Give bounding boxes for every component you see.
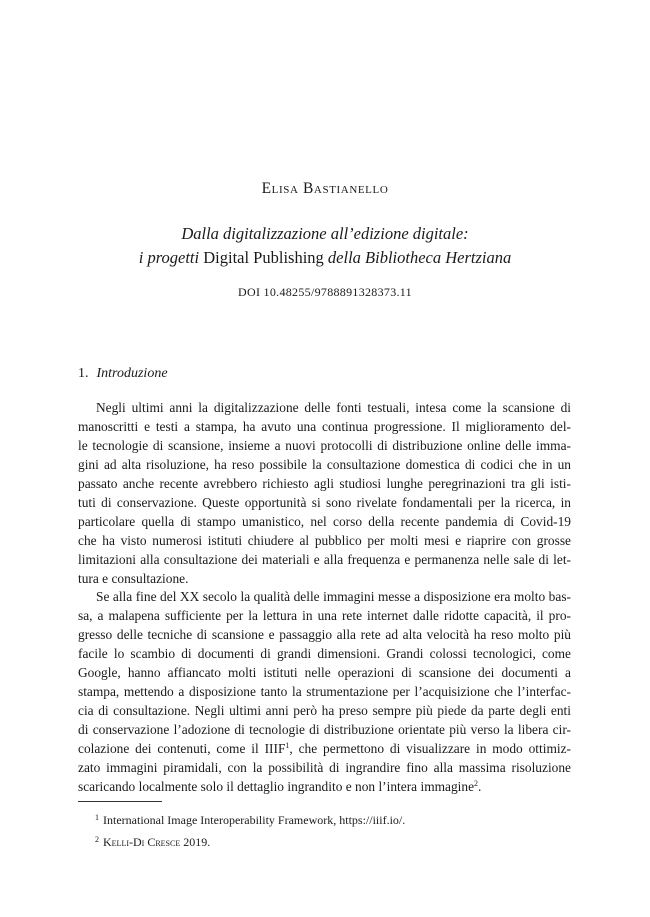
text-line: Se alla fine del XX secolo la qualità delle immagini messe a disposizione era molto bas- [96, 589, 571, 604]
footnote-divider [78, 801, 162, 802]
text-line: particolare quella di stampo umanistico, nel corso della recente pandemia di Covid-19 [78, 514, 571, 529]
article-title [0, 222, 650, 270]
title-line-2 [0, 246, 650, 270]
title-line-2c: della Bibliotheca Hertziana [327, 248, 512, 267]
text-segment: colazione dei contenuti, come il IIIF [78, 741, 286, 756]
text-line: zato immagini piramidali, con la possibilità di ingrandire fino alla massima risoluzione [78, 760, 571, 775]
footnote-2 [95, 830, 405, 852]
footnote-ref-1[interactable]: 1 [285, 741, 290, 750]
text-segment: scaricando localmente solo il dettaglio ingrandito e non l’intera immagine [78, 779, 475, 794]
text-line: limitazioni alla consultazione dei materiali e alla frequenza e permanenza nelle sale di let- [78, 552, 571, 567]
text-line-with-footnote-1 [78, 739, 571, 758]
doi: DOI 10.48255/9788891328373.11 [238, 285, 412, 299]
footnote-ref-2[interactable]: 2 [474, 779, 479, 788]
text-line: gini ad alta risoluzione, ha reso possibile la consultazione domestica di codici che in un [78, 457, 571, 472]
author-name: Elisa Bastianello [261, 180, 389, 197]
footnote-author: Kelli-Di Cresce [103, 835, 181, 849]
text-line: facile lo scambio di documenti di grandi dimensioni. Grandi colossi tecnologici, come [78, 646, 571, 661]
section-heading [78, 366, 168, 382]
footnote-number: 2 [95, 835, 99, 844]
text-line: Google, hanno affiancato molti istituti nelle operazioni di scansione dei documenti a [78, 665, 571, 680]
paragraph-2 [78, 587, 571, 796]
text-line: cia di consultazione. Negli ultimi anni però ha preso sempre più piede da parte degli enti [78, 703, 571, 718]
title-line-1-text: Dalla digitalizzazione all’edizione digitale: [181, 224, 469, 243]
text-line: che ha visto numerosi istituti chiudere al pubblico per molti mesi e riaprire con grosse [78, 533, 571, 548]
text-line: gresso delle tecniche di scansione e passaggio alla rete ad alta velocità ha reso molto più [78, 627, 571, 642]
footnote-number: 1 [95, 813, 99, 822]
text-line: stampa, mettendo a disposizione tanto la strumentazione per l’acquisizione che l’interfac- [78, 684, 571, 699]
footnotes [95, 808, 405, 852]
text-line: tura e consultazione. [78, 571, 189, 586]
section-label: Introduzione [96, 366, 168, 381]
text-line: sa, a malapena sufficiente per la lettura in una rete internet dalle ridotte capacità, il pro- [78, 608, 571, 623]
text-line-with-footnote-2 [78, 777, 571, 796]
text-line: manoscritti e testi a stampa, ha avuto una continua progressione. Il miglioramento del- [78, 419, 571, 434]
title-line-2a: i progetti [138, 248, 200, 267]
title-line-2b: Digital Publishing [203, 248, 324, 267]
text-line: passato anche recente avrebbero richiesto agli studiosi lunghe peregrinazioni tra gli isti- [78, 476, 571, 491]
footnote-text: International Image Interoperability Framework, https://iiif.io/. [103, 813, 406, 827]
footnote-1 [95, 808, 405, 830]
paragraph-1 [78, 398, 571, 588]
text-segment: , che permettono di visualizzare in modo ottimiz- [289, 741, 572, 756]
text-line: Negli ultimi anni la digitalizzazione delle fonti testuali, intesa come la scansione di [96, 400, 571, 415]
title-line-1 [0, 222, 650, 246]
text-line: le tecnologie di scansione, insieme a nuovi protocolli di distribuzione online delle imma- [78, 438, 571, 453]
text-segment: . [478, 779, 482, 794]
section-number: 1. [78, 366, 89, 381]
text-line: tuti di conservazione. Queste opportunità si sono rivelate fondamentali per la ricerca, in [78, 495, 571, 510]
text-line: di conservazione l’adozione di tecnologie di distribuzione orientate più verso la libera cir- [78, 722, 571, 737]
footnote-text: 2019. [180, 835, 211, 849]
